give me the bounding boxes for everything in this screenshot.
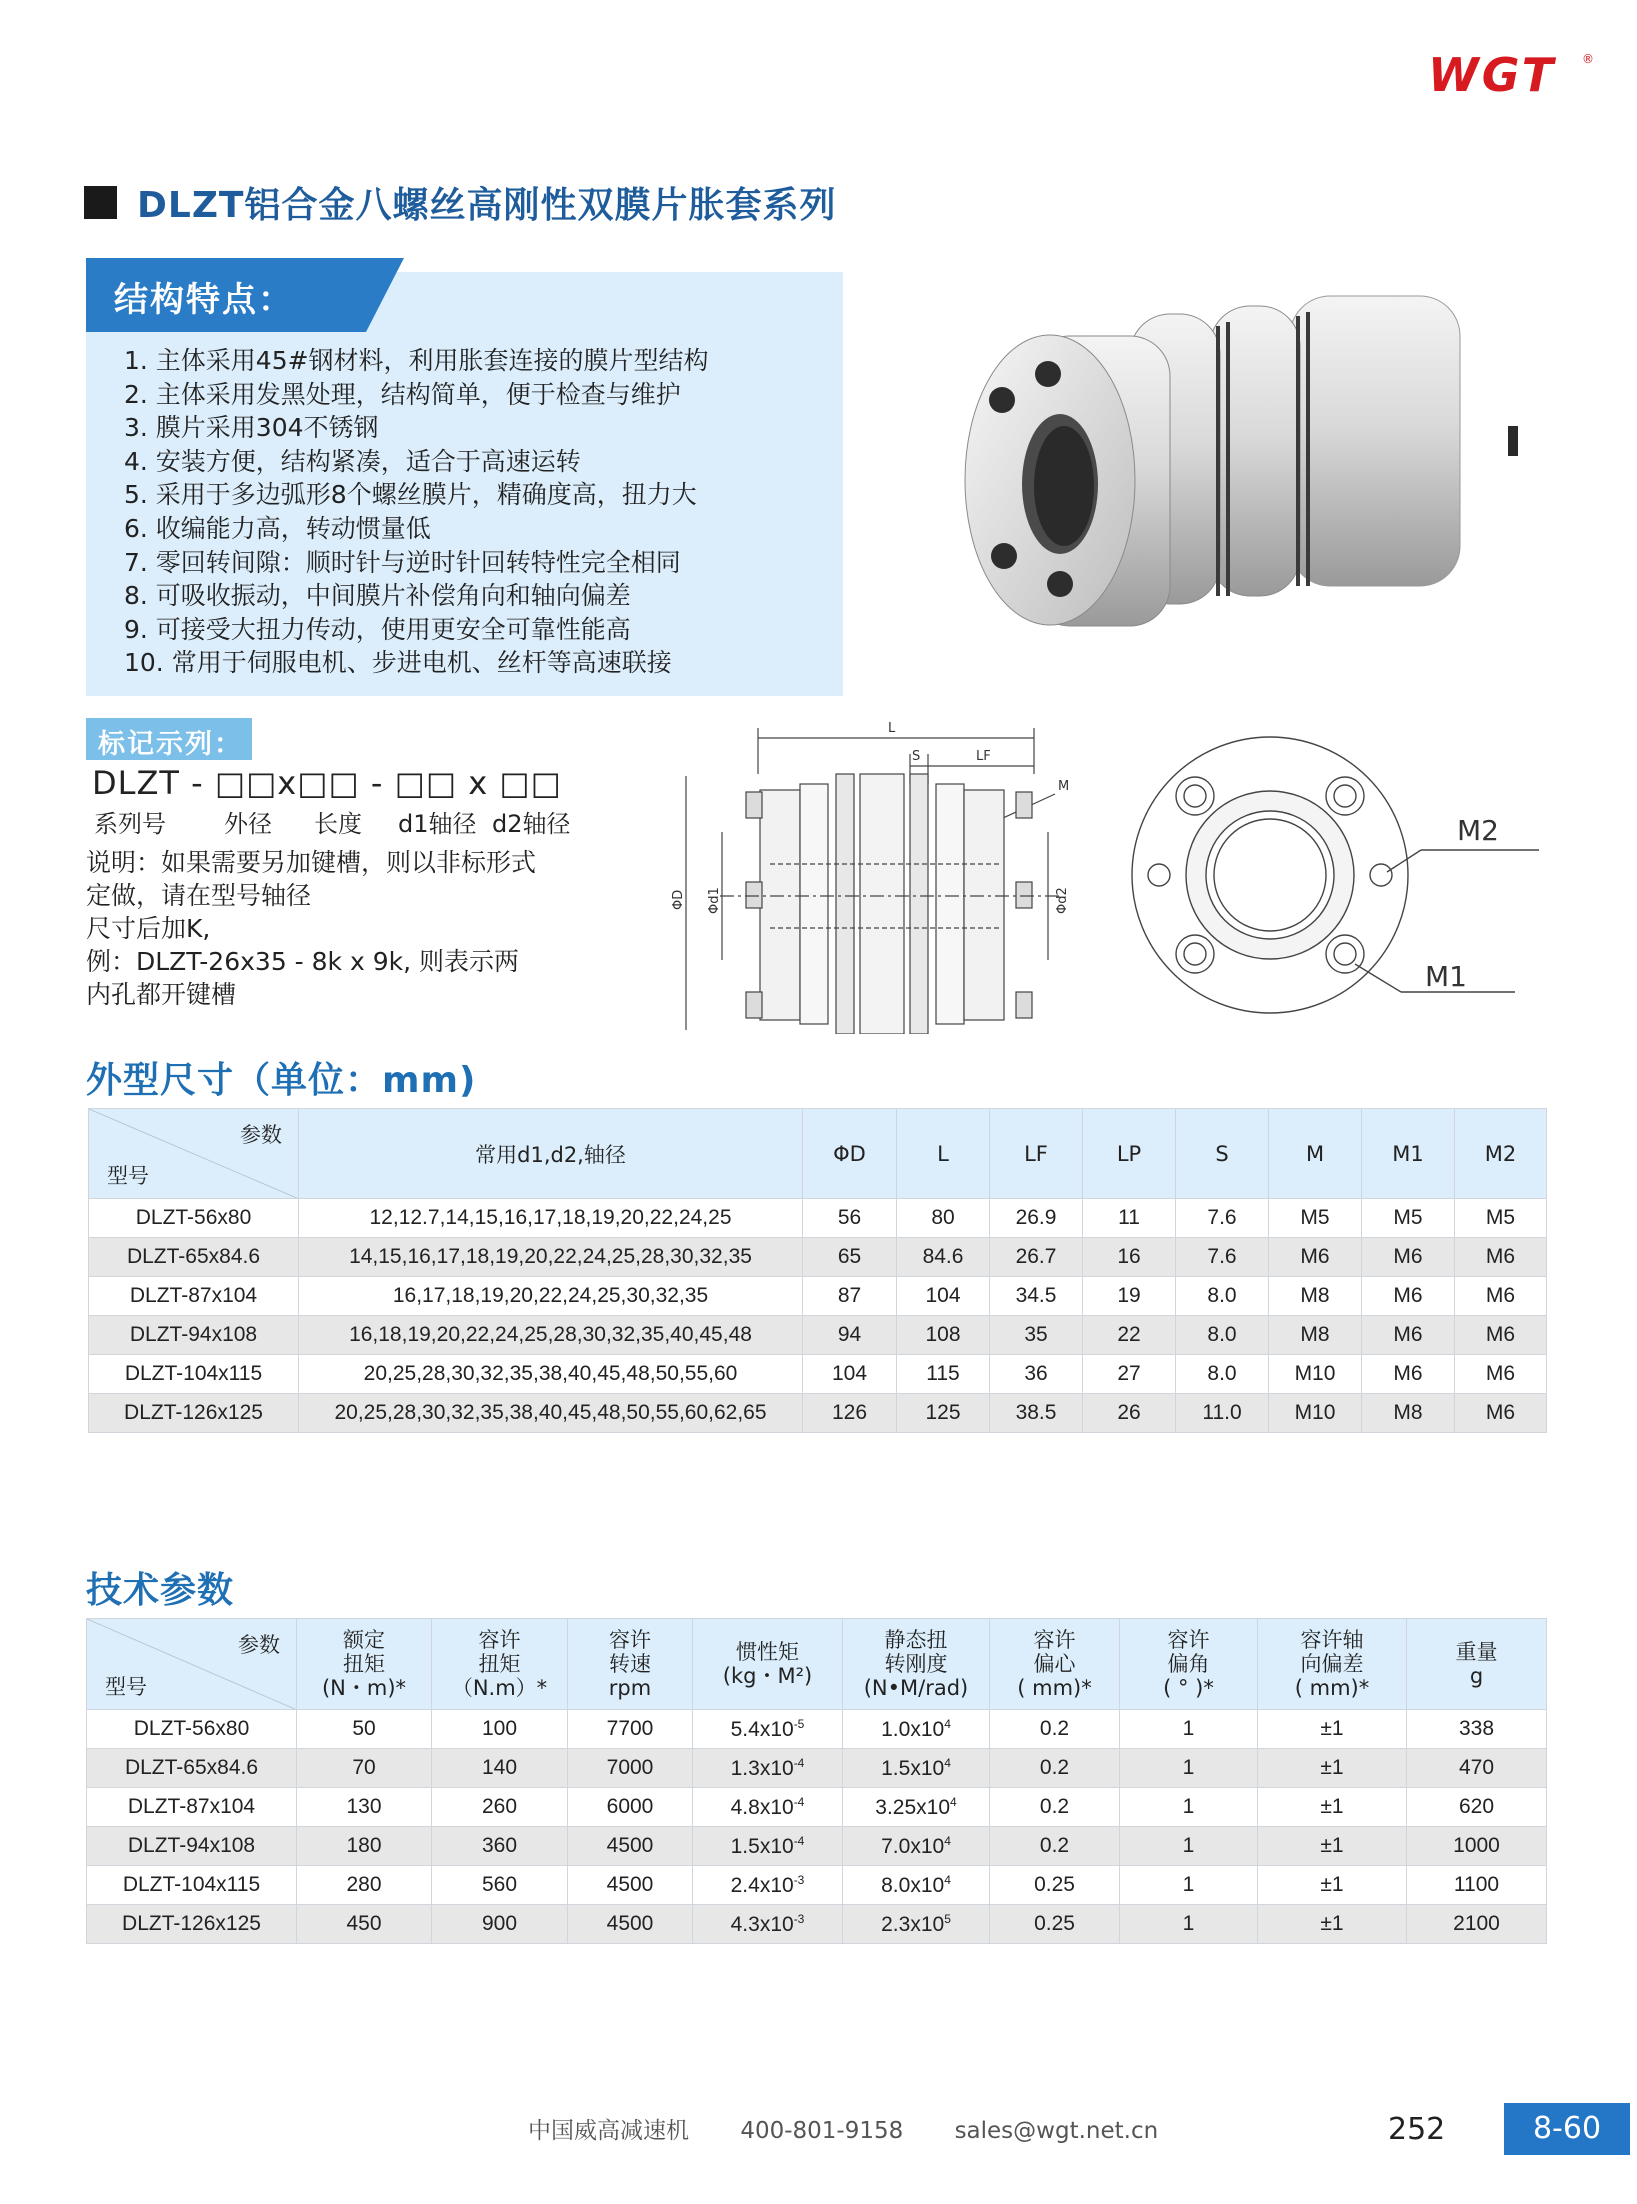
- table-cell: [693, 1866, 843, 1905]
- header-line: (N•M/rad): [863, 1676, 969, 1700]
- feature-item: 8. 可吸收振动，中间膜片补偿角向和轴向偏差: [124, 581, 631, 611]
- table-cell: [843, 1710, 990, 1749]
- header-line: ( mm)*: [1017, 1676, 1092, 1700]
- value-exponent: -4: [793, 1755, 805, 1770]
- header-line: 向偏差: [1300, 1652, 1364, 1676]
- table-cell: M6: [1455, 1238, 1547, 1277]
- table-cell: 260: [432, 1788, 568, 1827]
- feature-item: 5. 采用于多边弧形8个螺丝膜片，精确度高，扭力大: [124, 480, 697, 510]
- header-line: 惯性矩: [736, 1640, 799, 1664]
- table-row: [87, 1788, 1547, 1827]
- header-line: 容许: [1033, 1628, 1076, 1652]
- table-cell: ±1: [1258, 1827, 1407, 1866]
- header-line: 偏心: [1033, 1652, 1076, 1676]
- table-cell: [693, 1788, 843, 1827]
- table-cell: 1100: [1407, 1866, 1547, 1905]
- table-cell: 1: [1120, 1905, 1258, 1944]
- header-line: rpm: [608, 1676, 652, 1700]
- model-code-template: DLZT - □□x□□ - □□ x □□: [92, 764, 562, 802]
- column-header: [693, 1619, 843, 1710]
- table-cell: M6: [1362, 1355, 1455, 1394]
- value-exponent: -4: [793, 1833, 805, 1848]
- footer-phone: 400-801-9158: [740, 2118, 904, 2144]
- column-header: [432, 1619, 568, 1710]
- dimensions-table: [88, 1108, 1547, 1433]
- table-row: [87, 1905, 1547, 1944]
- model-code-labels: [94, 804, 571, 839]
- column-header: M2: [1455, 1109, 1547, 1199]
- tech-table-body: [87, 1710, 1547, 1944]
- table-cell: 0.2: [990, 1827, 1120, 1866]
- table-cell: 4500: [568, 1866, 693, 1905]
- side-view-drawing: [660, 714, 1080, 1034]
- table-cell: 0.2: [990, 1788, 1120, 1827]
- footer-email: sales@wgt.net.cn: [954, 2118, 1159, 2144]
- code-label: d1轴径: [398, 810, 477, 838]
- table-cell: 27: [1083, 1355, 1176, 1394]
- header-line: 容许轴: [1300, 1628, 1364, 1652]
- table-cell: 560: [432, 1866, 568, 1905]
- header-line: （N.m）*: [451, 1676, 548, 1700]
- label-M2: M2: [1457, 814, 1499, 847]
- table-header-row: [87, 1619, 1547, 1710]
- dim-S: S: [912, 749, 921, 764]
- note-line: 尺寸后加K,: [86, 914, 211, 943]
- value-exponent: 5: [944, 1911, 951, 1926]
- dimensions-heading: 外型尺寸（单位：mm): [86, 1060, 477, 1101]
- table-cell: 7.6: [1176, 1199, 1269, 1238]
- column-header: M: [1269, 1109, 1362, 1199]
- table-cell: M8: [1269, 1277, 1362, 1316]
- header-line: ( ° )*: [1163, 1676, 1214, 1700]
- header-line: 重量: [1455, 1640, 1498, 1664]
- table-cell: 26.7: [990, 1238, 1083, 1277]
- value-base: 2.3x10: [881, 1912, 945, 1936]
- table-cell: 7.6: [1176, 1238, 1269, 1277]
- table-row: [89, 1277, 1547, 1316]
- table-cell: M6: [1455, 1316, 1547, 1355]
- table-cell: 1: [1120, 1710, 1258, 1749]
- table-cell: 16: [1083, 1238, 1176, 1277]
- dim-d1: Φd1: [707, 887, 722, 914]
- table-cell: 620: [1407, 1788, 1547, 1827]
- table-cell: 34.5: [990, 1277, 1083, 1316]
- column-header: [1258, 1619, 1407, 1710]
- model-cell: DLZT-65x84.6: [87, 1749, 297, 1788]
- table-cell: 11.0: [1176, 1394, 1269, 1433]
- features-tab: [86, 258, 404, 332]
- table-row: [87, 1827, 1547, 1866]
- table-cell: 1: [1120, 1749, 1258, 1788]
- page-number: 252: [1388, 2112, 1446, 2147]
- column-header: [990, 1619, 1120, 1710]
- table-cell: [843, 1905, 990, 1944]
- page-title: DLZT铝合金八螺丝高刚性双膜片胀套系列: [137, 184, 837, 226]
- feature-item: 10. 常用于伺服电机、步进电机、丝杆等高速联接: [124, 648, 672, 678]
- corner-cell: [87, 1619, 297, 1710]
- model-cell: DLZT-87x104: [89, 1277, 299, 1316]
- table-cell: [693, 1749, 843, 1788]
- value-base: 1.3x10: [730, 1756, 794, 1780]
- value-base: 4.8x10: [730, 1795, 794, 1819]
- table-cell: 14,15,16,17,18,19,20,22,24,25,28,30,32,35: [299, 1238, 803, 1277]
- table-cell: 4500: [568, 1827, 693, 1866]
- table-cell: 360: [432, 1827, 568, 1866]
- table-cell: M6: [1269, 1238, 1362, 1277]
- table-cell: 4500: [568, 1905, 693, 1944]
- table-cell: 1: [1120, 1866, 1258, 1905]
- table-row: [89, 1394, 1547, 1433]
- product-coupling-image: [960, 266, 1520, 666]
- table-cell: 104: [803, 1355, 897, 1394]
- corner-bottom-label: 型号: [107, 1164, 149, 1188]
- header-line: (N・m)*: [321, 1676, 407, 1700]
- table-cell: [843, 1827, 990, 1866]
- table-cell: M5: [1269, 1199, 1362, 1238]
- value-exponent: 4: [944, 1755, 951, 1770]
- table-cell: 70: [297, 1749, 432, 1788]
- table-cell: M8: [1269, 1316, 1362, 1355]
- header-line: ( mm)*: [1294, 1676, 1370, 1700]
- table-cell: 26: [1083, 1394, 1176, 1433]
- code-label: 长度: [314, 810, 362, 838]
- table-cell: 35: [990, 1316, 1083, 1355]
- table-cell: 11: [1083, 1199, 1176, 1238]
- table-cell: 7000: [568, 1749, 693, 1788]
- table-cell: M6: [1455, 1394, 1547, 1433]
- table-cell: 470: [1407, 1749, 1547, 1788]
- dim-d2: Φd2: [1055, 887, 1070, 914]
- table-cell: M10: [1269, 1394, 1362, 1433]
- table-cell: 8.0: [1176, 1355, 1269, 1394]
- table-cell: 8.0: [1176, 1316, 1269, 1355]
- table-cell: 80: [897, 1199, 990, 1238]
- value-exponent: -3: [793, 1911, 805, 1926]
- feature-item: 3. 膜片采用304不锈钢: [124, 413, 379, 443]
- model-cell: DLZT-104x115: [87, 1866, 297, 1905]
- table-cell: 36: [990, 1355, 1083, 1394]
- column-header: [568, 1619, 693, 1710]
- table-header-row: [89, 1109, 1547, 1199]
- code-label: d2轴径: [492, 810, 571, 838]
- table-cell: [693, 1827, 843, 1866]
- table-cell: ±1: [1258, 1710, 1407, 1749]
- table-cell: 94: [803, 1316, 897, 1355]
- table-cell: 108: [897, 1316, 990, 1355]
- column-header: [297, 1619, 432, 1710]
- marking-heading: 标记示列：: [98, 729, 243, 760]
- value-base: 5.4x10: [730, 1717, 794, 1741]
- feature-item: 4. 安装方便，结构紧凑，适合于高速运转: [124, 446, 581, 476]
- table-cell: M6: [1362, 1316, 1455, 1355]
- table-cell: [693, 1710, 843, 1749]
- dim-M: M: [1058, 779, 1070, 794]
- table-cell: 180: [297, 1827, 432, 1866]
- table-cell: 8.0: [1176, 1277, 1269, 1316]
- table-cell: 12,12.7,14,15,16,17,18,19,20,22,24,25: [299, 1199, 803, 1238]
- header-line: 转刚度: [884, 1652, 948, 1676]
- table-cell: M6: [1362, 1238, 1455, 1277]
- header-line: 额定: [343, 1628, 385, 1652]
- table-cell: 16,17,18,19,20,22,24,25,30,32,35: [299, 1277, 803, 1316]
- table-cell: 20,25,28,30,32,35,38,40,45,48,50,55,60,62,65: [299, 1394, 803, 1433]
- table-cell: 0.2: [990, 1749, 1120, 1788]
- header-line: 容许: [478, 1628, 521, 1652]
- model-cell: DLZT-56x80: [87, 1710, 297, 1749]
- front-view-drawing: [1125, 730, 1545, 1020]
- value-exponent: -4: [793, 1794, 805, 1809]
- column-header: S: [1176, 1109, 1269, 1199]
- table-cell: [843, 1749, 990, 1788]
- header-line: 扭矩: [478, 1652, 521, 1676]
- table-cell: ±1: [1258, 1866, 1407, 1905]
- column-header: [1407, 1619, 1547, 1710]
- column-header: L: [897, 1109, 990, 1199]
- table-row: [87, 1710, 1547, 1749]
- table-cell: M6: [1455, 1277, 1547, 1316]
- table-row: [89, 1199, 1547, 1238]
- column-header: [843, 1619, 990, 1710]
- table-cell: 450: [297, 1905, 432, 1944]
- table-cell: 2100: [1407, 1905, 1547, 1944]
- table-cell: M8: [1362, 1394, 1455, 1433]
- code-label: 系列号: [94, 810, 166, 838]
- header-line: g: [1469, 1664, 1484, 1688]
- table-cell: 65: [803, 1238, 897, 1277]
- table-cell: 22: [1083, 1316, 1176, 1355]
- model-cell: DLZT-126x125: [87, 1905, 297, 1944]
- table-cell: 26.9: [990, 1199, 1083, 1238]
- model-cell: DLZT-87x104: [87, 1788, 297, 1827]
- table-row: [89, 1316, 1547, 1355]
- wgt-logo: [1428, 48, 1594, 102]
- corner-top-label: 参数: [240, 1123, 282, 1147]
- column-header: LF: [990, 1109, 1083, 1199]
- page-title-row: [84, 180, 836, 224]
- table-cell: 87: [803, 1277, 897, 1316]
- table-row: [87, 1866, 1547, 1905]
- tech-table: [86, 1618, 1547, 1944]
- table-cell: 125: [897, 1394, 990, 1433]
- table-cell: 1000: [1407, 1827, 1547, 1866]
- value-exponent: -3: [793, 1872, 805, 1887]
- column-header: LP: [1083, 1109, 1176, 1199]
- table-cell: ±1: [1258, 1905, 1407, 1944]
- marking-tab: [86, 718, 252, 760]
- marking-note: [86, 846, 536, 1011]
- table-cell: 130: [297, 1788, 432, 1827]
- code-label: 外径: [224, 810, 272, 838]
- value-base: 8.0x10: [881, 1873, 945, 1897]
- model-cell: DLZT-104x115: [89, 1355, 299, 1394]
- value-base: 7.0x10: [881, 1834, 945, 1858]
- note-line: 例：DLZT-26x35 - 8k x 9k, 则表示两: [86, 947, 519, 976]
- table-cell: 900: [432, 1905, 568, 1944]
- note-line: 定做，请在型号轴径: [86, 881, 312, 910]
- table-cell: 0.25: [990, 1905, 1120, 1944]
- logo-text: WGT: [1428, 48, 1557, 102]
- column-header: [1120, 1619, 1258, 1710]
- table-cell: M5: [1362, 1199, 1455, 1238]
- model-cell: DLZT-94x108: [87, 1827, 297, 1866]
- table-row: [89, 1355, 1547, 1394]
- table-cell: 140: [432, 1749, 568, 1788]
- corner-bottom-label: 型号: [105, 1675, 147, 1699]
- label-M1: M1: [1425, 960, 1467, 993]
- registered-mark: ®: [1582, 52, 1594, 66]
- header-line: 偏角: [1167, 1652, 1210, 1676]
- model-cell: DLZT-65x84.6: [89, 1238, 299, 1277]
- value-exponent: -5: [793, 1716, 805, 1731]
- footer-contact: [528, 2112, 1202, 2145]
- header-line: 转速: [609, 1652, 651, 1676]
- table-cell: [693, 1905, 843, 1944]
- table-cell: 1: [1120, 1788, 1258, 1827]
- column-header: ΦD: [803, 1109, 897, 1199]
- table-cell: 56: [803, 1199, 897, 1238]
- feature-item: 7. 零回转间隙：顺时针与逆时针回转特性完全相同: [124, 547, 681, 577]
- value-base: 1.0x10: [881, 1717, 945, 1741]
- table-cell: 6000: [568, 1788, 693, 1827]
- table-cell: [843, 1866, 990, 1905]
- value-base: 2.4x10: [730, 1873, 794, 1897]
- column-header: M1: [1362, 1109, 1455, 1199]
- table-cell: M10: [1269, 1355, 1362, 1394]
- value-exponent: 4: [944, 1872, 951, 1887]
- note-line: 说明：如果需要另加键槽，则以非标形式: [86, 848, 537, 877]
- table-cell: 84.6: [897, 1238, 990, 1277]
- table-row: [89, 1238, 1547, 1277]
- tech-heading: 技术参数: [86, 1570, 235, 1611]
- value-exponent: 4: [944, 1716, 951, 1731]
- corner-cell: [89, 1109, 299, 1199]
- table-cell: M6: [1455, 1355, 1547, 1394]
- table-cell: 38.5: [990, 1394, 1083, 1433]
- note-line: 内孔都开键槽: [86, 980, 237, 1009]
- value-base: 3.25x10: [875, 1795, 951, 1819]
- value-base: 1.5x10: [881, 1756, 945, 1780]
- features-list: [124, 344, 709, 680]
- table-cell: ±1: [1258, 1788, 1407, 1827]
- table-cell: 50: [297, 1710, 432, 1749]
- feature-item: 1. 主体采用45#钢材料，利用胀套连接的膜片型结构: [124, 346, 709, 375]
- table-cell: 100: [432, 1710, 568, 1749]
- table-cell: 115: [897, 1355, 990, 1394]
- model-cell: DLZT-94x108: [89, 1316, 299, 1355]
- header-line: 容许: [609, 1628, 651, 1652]
- table-cell: 16,18,19,20,22,24,25,28,30,32,35,40,45,48: [299, 1316, 803, 1355]
- table-cell: M6: [1362, 1277, 1455, 1316]
- value-exponent: 4: [950, 1794, 957, 1809]
- header-line: (kg・M²): [722, 1664, 813, 1688]
- title-square-icon: [84, 186, 117, 219]
- section-number: 8-60: [1532, 2111, 1602, 2146]
- dim-D: ΦD: [671, 889, 686, 910]
- model-cell: DLZT-126x125: [89, 1394, 299, 1433]
- dim-LF: LF: [976, 749, 991, 764]
- table-cell: 104: [897, 1277, 990, 1316]
- corner-top-label: 参数: [238, 1633, 280, 1657]
- table-cell: 280: [297, 1866, 432, 1905]
- table-cell: 0.2: [990, 1710, 1120, 1749]
- table-cell: 19: [1083, 1277, 1176, 1316]
- table-cell: [843, 1788, 990, 1827]
- model-cell: DLZT-56x80: [89, 1199, 299, 1238]
- feature-item: 9. 可接受大扭力传动，使用更安全可靠性能高: [124, 614, 631, 644]
- table-cell: 126: [803, 1394, 897, 1433]
- value-base: 4.3x10: [730, 1912, 794, 1936]
- features-heading: 结构特点：: [114, 280, 294, 320]
- section-badge: [1504, 2103, 1630, 2155]
- table-cell: 338: [1407, 1710, 1547, 1749]
- column-header: 常用d1,d2,轴径: [299, 1109, 803, 1199]
- table-cell: M5: [1455, 1199, 1547, 1238]
- value-exponent: 4: [944, 1833, 951, 1848]
- table-cell: 7700: [568, 1710, 693, 1749]
- table-cell: 0.25: [990, 1866, 1120, 1905]
- feature-item: 2. 主体采用发黑处理，结构简单，便于检查与维护: [124, 379, 681, 409]
- dim-L: L: [888, 721, 896, 736]
- header-line: 静态扭: [884, 1628, 948, 1652]
- feature-item: 6. 收编能力高，转动惯量低: [124, 513, 431, 543]
- table-cell: 1: [1120, 1827, 1258, 1866]
- header-line: 扭矩: [343, 1652, 385, 1676]
- dimensions-table-body: [89, 1199, 1547, 1433]
- table-cell: ±1: [1258, 1749, 1407, 1788]
- footer-company: 中国威高减速机: [528, 2118, 689, 2144]
- header-line: 容许: [1167, 1628, 1210, 1652]
- table-cell: 20,25,28,30,32,35,38,40,45,48,50,55,60: [299, 1355, 803, 1394]
- value-base: 1.5x10: [730, 1834, 794, 1858]
- table-row: [87, 1749, 1547, 1788]
